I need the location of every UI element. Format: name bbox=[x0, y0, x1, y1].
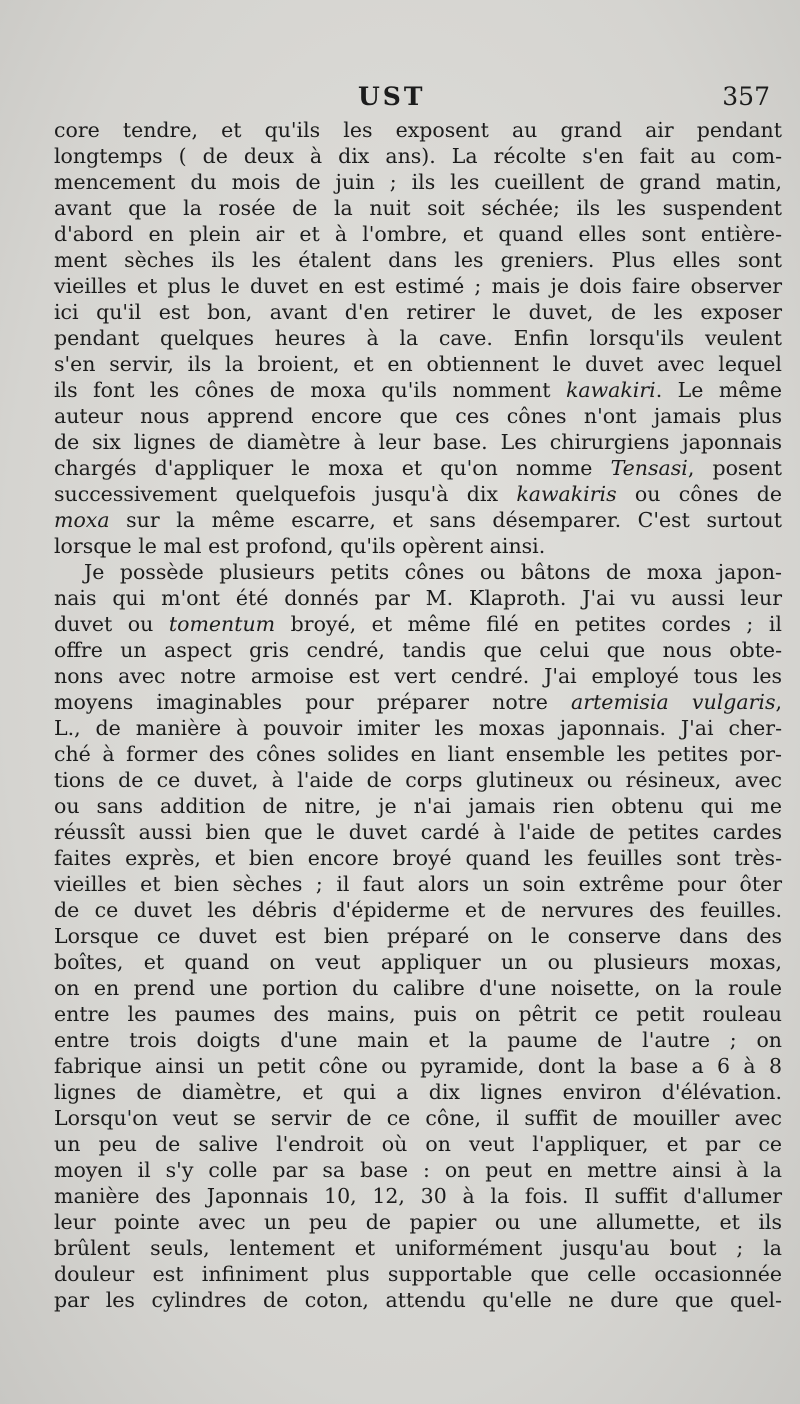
text-line: ou sans addition de nitre, je n'ai jamais rien obtenu qui me bbox=[54, 794, 782, 818]
text-line bbox=[54, 481, 782, 507]
text-segment: ils font les cônes de moxa qu'ils nomment bbox=[54, 378, 566, 402]
text-line bbox=[54, 611, 782, 637]
text-line: par les cylindres de coton, attendu qu'elle ne dure que quel- bbox=[54, 1288, 782, 1312]
text-line: moyen il s'y colle par sa base : on peut en mettre ainsi à la bbox=[54, 1158, 782, 1182]
text-line: core tendre, et qu'ils les exposent au grand air pendant bbox=[54, 118, 782, 142]
text-line: fabrique ainsi un petit cône ou pyramide, dont la base a 6 à 8 bbox=[54, 1054, 782, 1078]
text-line: L., de manière à pouvoir imiter les moxas japonnais. J'ai cher- bbox=[54, 716, 782, 740]
text-line: manière des Japonnais 10, 12, 30 à la fois. Il suffit d'allumer bbox=[54, 1184, 782, 1208]
text-line: de ce duvet les débris d'épiderme et de nervures des feuilles. bbox=[54, 898, 782, 922]
text-line: faites exprès, et bien encore broyé quand les feuilles sont très- bbox=[54, 846, 782, 870]
text-line: offre un aspect gris cendré, tandis que celui que nous obte- bbox=[54, 638, 782, 662]
running-head bbox=[0, 82, 800, 116]
italic-term: kawakiri bbox=[565, 378, 656, 402]
text-line: ici qu'il est bon, avant d'en retirer le duvet, de les exposer bbox=[54, 300, 782, 324]
text-segment: moyens imaginables pour préparer notre bbox=[54, 690, 572, 714]
italic-term: tomentum bbox=[168, 612, 276, 636]
text-line: vieilles et plus le duvet en est estimé ; mais je dois faire observer bbox=[54, 274, 782, 298]
text-line: boîtes, et quand on veut appliquer un ou plusieurs moxas, bbox=[54, 950, 782, 974]
text-line: on en prend une portion du calibre d'une noisette, on la roule bbox=[54, 976, 782, 1000]
text-line: pendant quelques heures à la cave. Enfin lorsqu'ils veulent bbox=[54, 326, 782, 350]
text-line: ment sèches ils les étalent dans les greniers. Plus elles sont bbox=[54, 248, 782, 272]
running-head-title: UST bbox=[358, 82, 426, 111]
text-segment: sur la même escarre, et sans désemparer. C'est surtout bbox=[109, 508, 782, 532]
text-line: nais qui m'ont été donnés par M. Klaproth. J'ai vu aussi leur bbox=[54, 586, 782, 610]
text-line: avant que la rosée de la nuit soit séchée; ils les suspendent bbox=[54, 196, 782, 220]
text-segment: , posent bbox=[687, 456, 783, 480]
text-line: d'abord en plein air et à l'ombre, et quand elles sont entière- bbox=[54, 222, 782, 246]
text-line: ché à former des cônes solides en liant ensemble les petites por- bbox=[54, 742, 782, 766]
text-line: de six lignes de diamètre à leur base. Les chirurgiens japonnais bbox=[54, 430, 782, 454]
text-line: un peu de salive l'endroit où on veut l'appliquer, et par ce bbox=[54, 1132, 782, 1156]
text-line: lorsque le mal est profond, qu'ils opèrent ainsi. bbox=[54, 534, 546, 558]
text-line bbox=[54, 507, 782, 533]
text-line: mencement du mois de juin ; ils les cueillent de grand matin, bbox=[54, 170, 782, 194]
text-line: entre trois doigts d'une main et la paume de l'autre ; on bbox=[54, 1028, 782, 1052]
page-number: 357 bbox=[722, 82, 770, 111]
text-line: réussît aussi bien que le duvet cardé à l'aide de petites cardes bbox=[54, 820, 782, 844]
text-line: Je possède plusieurs petits cônes ou bâtons de moxa japon- bbox=[84, 560, 782, 584]
text-line: longtemps ( de deux à dix ans). La récolte s'en fait au com- bbox=[54, 144, 782, 168]
italic-term: Tensasi bbox=[610, 456, 688, 480]
text-segment: broyé, et même filé en petites cordes ; il bbox=[275, 612, 782, 636]
text-segment: ou cônes de bbox=[616, 482, 782, 506]
text-line: Lorsque ce duvet est bien préparé on le conserve dans des bbox=[54, 924, 782, 948]
text-line bbox=[54, 377, 782, 403]
text-segment: , bbox=[775, 690, 782, 714]
text-line: s'en servir, ils la broient, et en obtiennent le duvet avec lequel bbox=[54, 352, 782, 376]
text-line: lignes de diamètre, et qui a dix lignes environ d'élévation. bbox=[54, 1080, 782, 1104]
text-line: leur pointe avec un peu de papier ou une allumette, et ils bbox=[54, 1210, 782, 1234]
text-line: nons avec notre armoise est vert cendré. J'ai employé tous les bbox=[54, 664, 782, 688]
text-line: entre les paumes des mains, puis on pêtrit ce petit rouleau bbox=[54, 1002, 782, 1026]
text-segment: . Le même bbox=[655, 378, 782, 402]
text-line: douleur est infiniment plus supportable que celle occasionnée bbox=[54, 1262, 782, 1286]
italic-term: moxa bbox=[54, 508, 110, 532]
text-line: auteur nous apprend encore que ces cônes n'ont jamais plus bbox=[54, 404, 782, 428]
body-text bbox=[54, 117, 782, 1313]
text-line: vieilles et bien sèches ; il faut alors un soin extrême pour ôter bbox=[54, 872, 782, 896]
italic-term: kawakiris bbox=[516, 482, 617, 506]
italic-term: artemisia vulgaris bbox=[571, 690, 776, 714]
text-line: Lorsqu'on veut se servir de ce cône, il suffit de mouiller avec bbox=[54, 1106, 782, 1130]
text-segment: chargés d'appliquer le moxa et qu'on nomme bbox=[54, 456, 611, 480]
text-segment: duvet ou bbox=[54, 612, 169, 636]
text-line: tions de ce duvet, à l'aide de corps glutineux ou résineux, avec bbox=[54, 768, 782, 792]
text-line: brûlent seuls, lentement et uniformément jusqu'au bout ; la bbox=[54, 1236, 782, 1260]
text-segment: successivement quelquefois jusqu'à dix bbox=[54, 482, 517, 506]
text-line bbox=[54, 689, 782, 715]
text-line bbox=[54, 455, 782, 481]
